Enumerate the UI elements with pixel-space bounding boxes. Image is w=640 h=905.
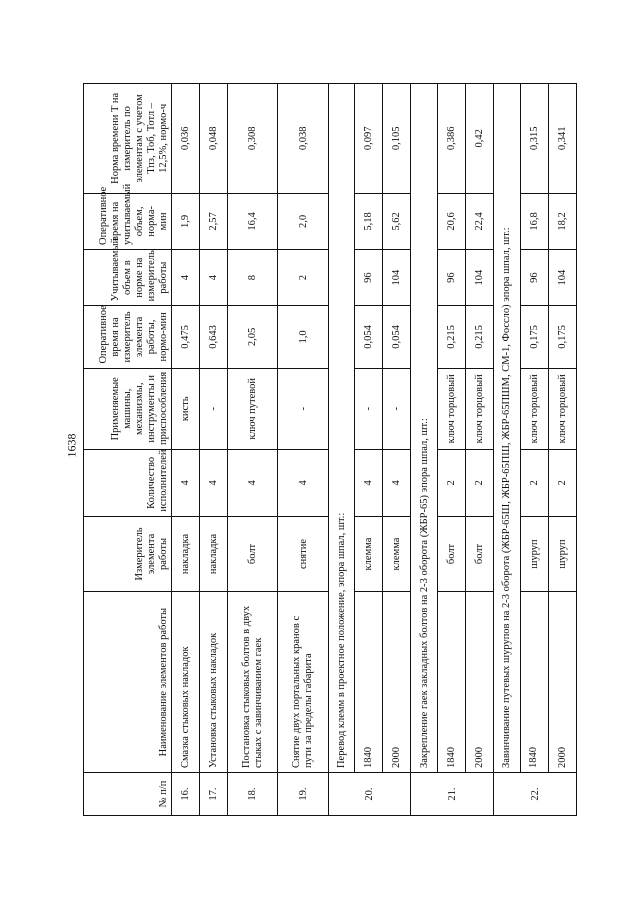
row-tools: - [383,368,411,449]
row-workers: 4 [228,450,278,517]
table-row [438,84,466,816]
row-volume: 8 [228,250,278,306]
header-row [84,84,172,816]
row-volume: 96 [438,250,466,306]
row-meter: снятие [278,516,328,592]
table-row [200,84,228,816]
table-row [278,84,328,816]
row-name: Установка стыковых накладок [200,592,228,773]
row-norm: 0,386 [438,84,466,194]
row-tools: ключ торцовый [466,368,494,449]
row-op-volume: 1,9 [172,193,200,249]
table-row [355,84,383,816]
table-row [548,84,576,816]
page-number: 1638 [64,433,79,458]
row-num: 22. [494,773,577,816]
row-workers: 2 [466,450,494,517]
row-workers: 4 [383,450,411,517]
row-norm: 0,308 [228,84,278,194]
row-tools: ключ торцовый [548,368,576,449]
section-title: Перевод клемм в проектное положение, эпора шпал, шт.: [328,84,355,773]
header-name: Наименование элементов работы [84,592,172,773]
row-num: 19. [278,773,328,816]
row-norm: 0,036 [172,84,200,194]
row-meter: клемма [355,516,383,592]
row-op-time: 0,215 [438,306,466,368]
row-op-volume: 5,18 [355,193,383,249]
row-workers: 2 [520,450,548,517]
row-meter: болт [228,516,278,592]
table-row [172,84,200,816]
row-meter: накладка [200,516,228,592]
row-op-time: 0,175 [520,306,548,368]
row-op-volume: 22,4 [466,193,494,249]
row-volume: 96 [520,250,548,306]
header-tools: Применяемые машины, механизмы, инструменты и приспособления [84,368,172,449]
row-num: 17. [200,773,228,816]
row-norm: 0,42 [466,84,494,194]
row-volume: 4 [172,250,200,306]
row-volume: 104 [383,250,411,306]
row-op-volume: 16,4 [228,193,278,249]
header-op-time: Оперативное время на измеритель элемента работы, нормо-мин [84,306,172,368]
row-name: 1840 [520,592,548,773]
section-title: Закрепление гаек закладных болтов на 2-3 оборота (ЖБР-65) эпора шпал, шт.: [411,84,438,773]
row-name: 2000 [383,592,411,773]
row-name: 2000 [548,592,576,773]
section-header-row [494,84,521,816]
row-workers: 4 [355,450,383,517]
row-meter: клемма [383,516,411,592]
row-name: 1840 [438,592,466,773]
row-tools: - [355,368,383,449]
work-norms-table [83,83,577,816]
row-workers: 2 [548,450,576,517]
row-volume: 4 [200,250,228,306]
row-tools: ключ путевой [228,368,278,449]
row-name: Постановка стыковых болтов в двух стыках с завинчиванием гаек [228,592,278,773]
row-num: 21. [411,773,494,816]
table-row [520,84,548,816]
row-name: Снятие двух портальных кранов с пути за пределы габарита [278,592,328,773]
row-tools: - [278,368,328,449]
row-norm: 0,048 [200,84,228,194]
row-norm: 0,315 [520,84,548,194]
row-num: 18. [228,773,278,816]
row-op-volume: 18,2 [548,193,576,249]
row-op-time: 2,05 [228,306,278,368]
row-meter: болт [438,516,466,592]
row-norm: 0,038 [278,84,328,194]
row-norm: 0,105 [383,84,411,194]
row-meter: шуруп [548,516,576,592]
row-volume: 96 [355,250,383,306]
row-volume: 104 [548,250,576,306]
row-workers: 4 [200,450,228,517]
header-num: № п/п [84,773,172,816]
row-name: 2000 [466,592,494,773]
header-op-time-volume: Оперативное время на учитываемый объем, норма-мин [84,193,172,249]
row-norm: 0,097 [355,84,383,194]
row-num: 20. [328,773,411,816]
row-op-volume: 2,0 [278,193,328,249]
row-name: Смазка стыковых накладок [172,592,200,773]
table-row [228,84,278,816]
row-op-time: 0,643 [200,306,228,368]
row-op-volume: 5,62 [383,193,411,249]
row-workers: 2 [438,450,466,517]
row-op-time: 1,0 [278,306,328,368]
row-name: 1840 [355,592,383,773]
row-tools: ключ торцовый [438,368,466,449]
row-norm: 0,341 [548,84,576,194]
row-meter: накладка [172,516,200,592]
row-meter: шуруп [520,516,548,592]
row-op-time: 0,215 [466,306,494,368]
row-op-time: 0,054 [383,306,411,368]
header-norm-time: Норма времени T на измеритель по элементам с учетом Тпз, Тоб, Тотл – 12,5%, нормо-ч [84,84,172,194]
row-workers: 4 [172,450,200,517]
row-num: 16. [172,773,200,816]
norms-table-sheet [83,83,577,816]
table-row [466,84,494,816]
row-op-time: 0,475 [172,306,200,368]
row-tools: - [200,368,228,449]
row-tools: ключ торцовый [520,368,548,449]
row-op-volume: 16,8 [520,193,548,249]
row-tools: кисть [172,368,200,449]
header-workers: Количество исполнителей [84,450,172,517]
section-header-row [411,84,438,816]
row-op-volume: 2,57 [200,193,228,249]
header-meter: Измеритель элемента работы [84,516,172,592]
header-volume: Учитываемый объем в норме на измеритель работы [84,250,172,306]
row-op-time: 0,175 [548,306,576,368]
section-title: Завинчивание путевых шурупов на 2-3 оборота (ЖБР-65Ш, ЖБР-65ПШ, ЖБР-65ПШМ, СМ-1, Фоссло) эпора шпал, шт.: [494,84,521,773]
section-header-row [328,84,355,816]
row-volume: 104 [466,250,494,306]
row-meter: болт [466,516,494,592]
table-row [383,84,411,816]
row-volume: 2 [278,250,328,306]
row-op-time: 0,054 [355,306,383,368]
row-op-volume: 20,6 [438,193,466,249]
row-workers: 4 [278,450,328,517]
